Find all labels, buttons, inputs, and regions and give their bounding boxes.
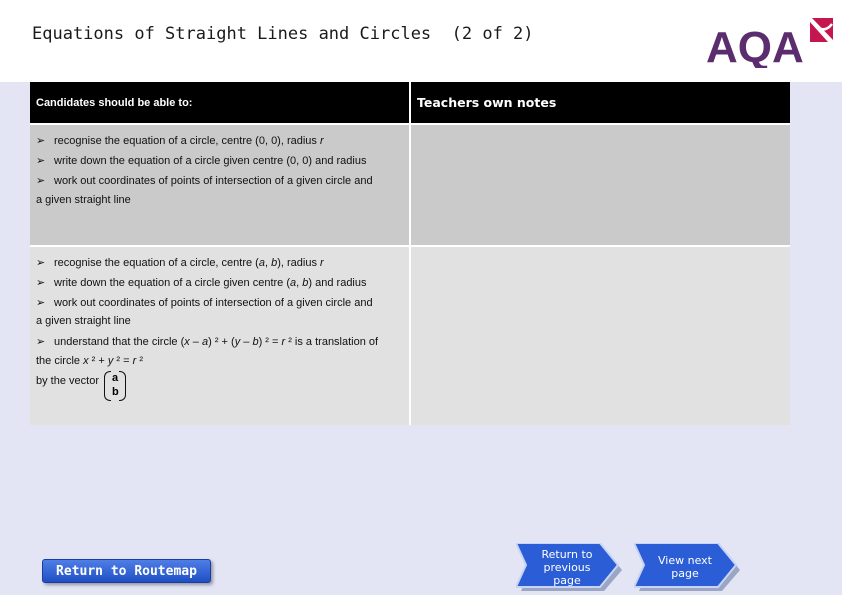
next-page-button[interactable] [634, 543, 746, 591]
content-table [30, 82, 790, 425]
next-page-label: View next page [658, 554, 712, 580]
logo-text: AQA [706, 23, 804, 68]
column-header-candidates: Candidates should be able to: [30, 82, 409, 123]
page-title: Equations of Straight Lines and Circles (2 of 2) [32, 24, 534, 44]
objective-item: ➢ work out coordinates of points of intersection of a given circle and [36, 297, 373, 309]
arrow-bullet-icon: ➢ [36, 175, 46, 187]
objective-item-continued: the circle x ² + y ² = r ² [36, 355, 144, 367]
row-2-objectives [30, 247, 409, 425]
arrow-bullet-icon: ➢ [36, 297, 46, 309]
arrow-bullet-icon: ➢ [36, 277, 46, 289]
arrow-bullet-icon: ➢ [36, 135, 46, 147]
row-1-notes[interactable] [411, 125, 790, 245]
row-1-objectives [30, 125, 409, 245]
column-header-notes: Teachers own notes [411, 82, 790, 123]
objective-item-continued: by the vector [36, 375, 99, 387]
previous-page-label: Return to previous page [541, 547, 593, 587]
objective-item: ➢ write down the equation of a circle given centre (a, b) and radius [36, 277, 367, 289]
objective-item: ➢ recognise the equation of a circle, centre (0, 0), radius r [36, 135, 324, 147]
return-to-routemap-button[interactable]: Return to Routemap [42, 559, 211, 583]
objective-item: ➢ understand that the circle (x – a) ² + (y – b) ² = r ² is a translation of [36, 336, 379, 348]
arrow-bullet-icon: ➢ [36, 155, 46, 167]
objective-item-continued: a given straight line [36, 194, 131, 206]
objective-item-continued: a given straight line [36, 315, 131, 327]
arrow-bullet-icon: ➢ [36, 257, 46, 269]
objective-item: ➢ recognise the equation of a circle, centre (a, b), radius r [36, 257, 324, 269]
objective-item: ➢ write down the equation of a circle given centre (0, 0) and radius [36, 155, 367, 167]
arrow-bullet-icon: ➢ [36, 336, 46, 348]
row-2-notes[interactable] [411, 247, 790, 425]
column-vector: a b [104, 371, 126, 401]
aqa-logo [706, 18, 834, 68]
objective-item: ➢ work out coordinates of points of intersection of a given circle and [36, 175, 373, 187]
previous-page-button[interactable] [516, 543, 628, 591]
